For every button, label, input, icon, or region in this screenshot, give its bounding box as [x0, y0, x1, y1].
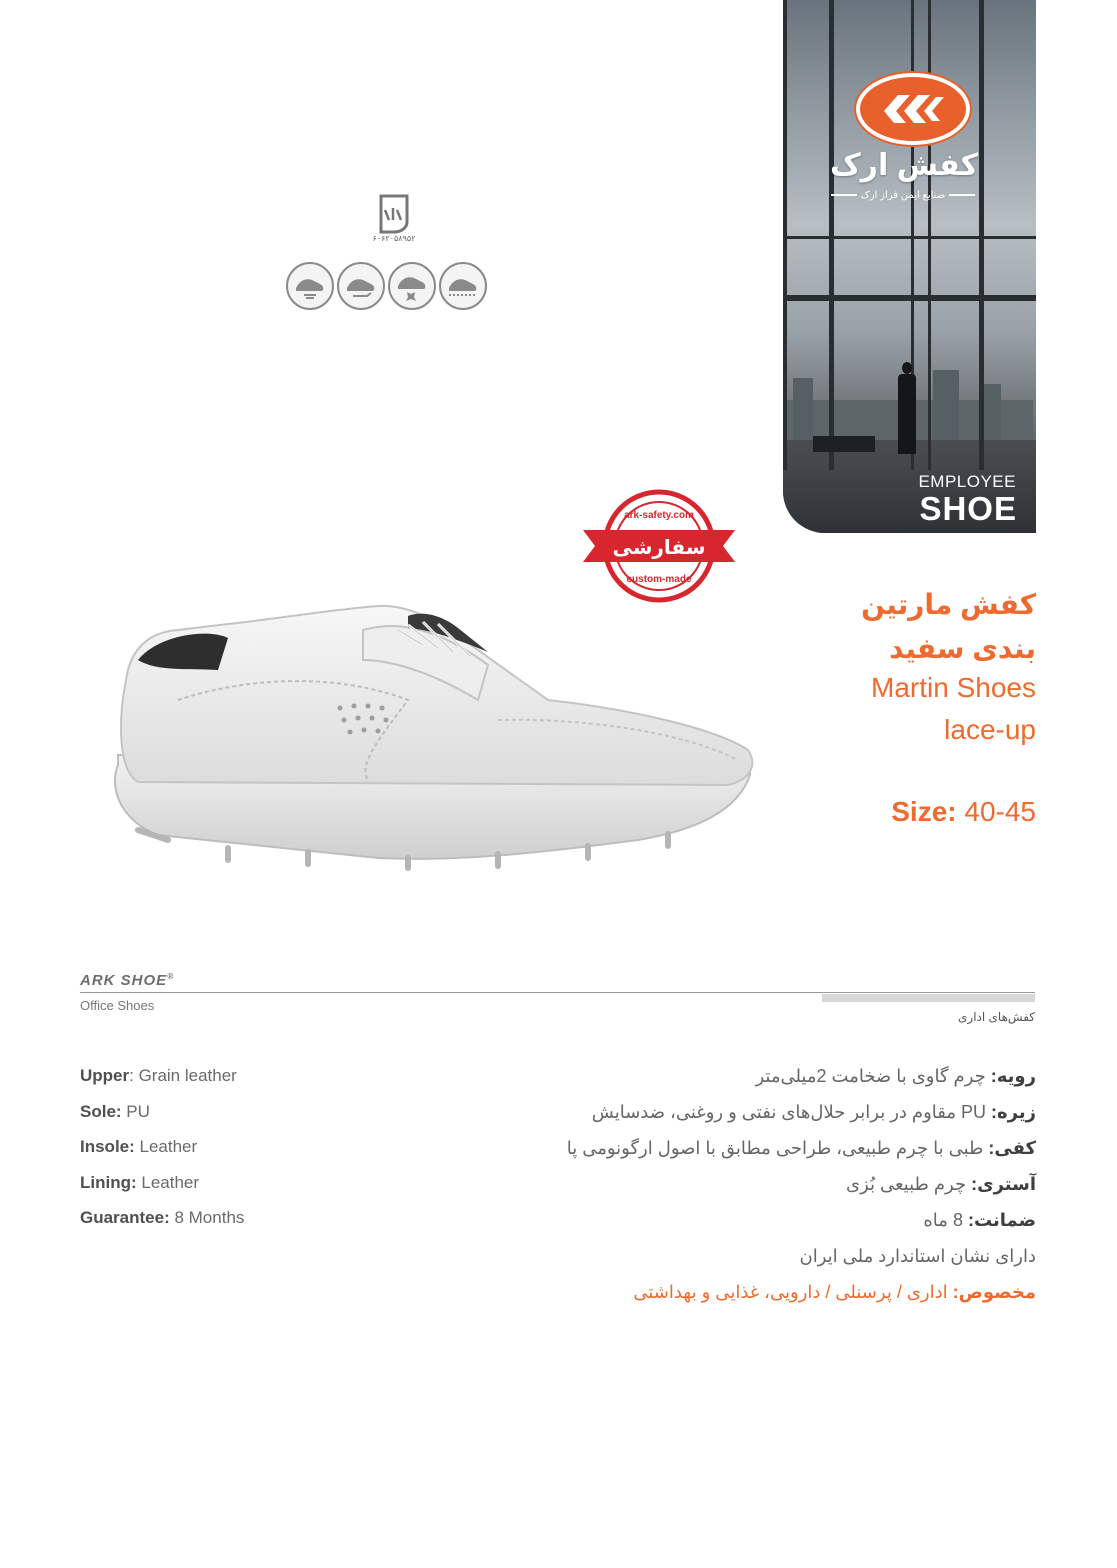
spec-fa-upper: رویه: چرم گاوی با ضخامت 2میلی‌متر: [755, 1066, 1036, 1086]
slip-resistant-icon: [439, 262, 487, 310]
iran-standard-mark: [368, 192, 420, 250]
product-size: [891, 796, 1036, 828]
white-lace-up-shoe-image: [78, 590, 758, 875]
product-title-fa-line2: بندی سفید: [889, 633, 1036, 664]
stamp-top-text: ark-safety.com: [624, 510, 694, 521]
divider-accent: [822, 994, 1035, 1002]
office-desk: [813, 436, 875, 452]
spec-fa-guarantee: ضمانت: 8 ماه: [923, 1210, 1036, 1230]
specs-fa: [567, 1066, 1036, 1318]
banner-shoe: SHOE: [919, 490, 1017, 527]
divider: [80, 992, 1035, 993]
product-title-en-line1: Martin Shoes: [871, 672, 1036, 703]
spec-fa-insole: کفی: طبی با چرم طبیعی، طراحی مطابق با اصول ارگونومی پا: [566, 1138, 1036, 1158]
product-title-fa-line1: کفش مارتین: [861, 589, 1036, 620]
window-frame: [928, 0, 931, 470]
category-fa: کفش‌های اداری: [958, 1010, 1035, 1024]
banner-employee: EMPLOYEE: [918, 472, 1016, 491]
brand-tagline: صنایع ایمن فراز ارک: [823, 190, 983, 201]
standard-note: دارای نشان استاندارد ملی ایران: [799, 1246, 1036, 1266]
stamp-center-text: سفارشی: [612, 535, 706, 559]
oil-resistant-icon: [337, 262, 385, 310]
size-label: Size:: [891, 796, 957, 827]
size-value: 40-45: [964, 796, 1036, 827]
custom-made-stamp: [583, 488, 735, 604]
brand-logo-icon: [856, 73, 970, 145]
feature-icons: [286, 262, 487, 310]
specs-en: [80, 1066, 244, 1244]
spec-insole: Insole: Leather: [80, 1137, 198, 1156]
window-frame: [783, 0, 787, 470]
spec-sole: Sole: PU: [80, 1101, 150, 1121]
window-frame: [979, 0, 984, 470]
window-frame: [783, 295, 1036, 301]
category-en: Office Shoes: [80, 998, 155, 1013]
businessman-silhouette: [896, 362, 918, 454]
shock-absorbing-icon: [286, 262, 334, 310]
building: [933, 370, 959, 440]
usage-line: مخصوص: اداری / پرسنلی / دارویی، غذایی و بهداشتی: [633, 1282, 1036, 1302]
building: [983, 384, 1001, 440]
standard-mark-icon: [371, 192, 417, 236]
brand-name: کفش ارک: [829, 149, 979, 182]
spec-lining: Lining: Leather: [80, 1172, 200, 1192]
brand-banner: [783, 0, 1036, 533]
standard-code: ۶۰۶۲۰۵۸۹۵۲: [372, 234, 416, 243]
building: [793, 378, 813, 440]
product-title-en-line2: lace-up: [944, 714, 1036, 745]
window-frame: [829, 0, 834, 470]
stamp-bottom-text: custom-made: [626, 574, 692, 585]
spec-guarantee: Guarantee: 8 Months: [80, 1208, 245, 1227]
window-frame: [783, 236, 1036, 239]
spec-fa-lining: آستری: چرم طبیعی بُزی: [845, 1174, 1036, 1194]
ark-shoe-logo: ARK SHOE®: [80, 972, 175, 989]
spec-fa-sole: زیره: PU مقاوم در برابر حلال‌های نفتی و روغنی، ضدسایش: [591, 1102, 1036, 1122]
spec-upper: Upper: Grain leather: [80, 1066, 237, 1085]
genuine-leather-icon: [388, 262, 436, 310]
